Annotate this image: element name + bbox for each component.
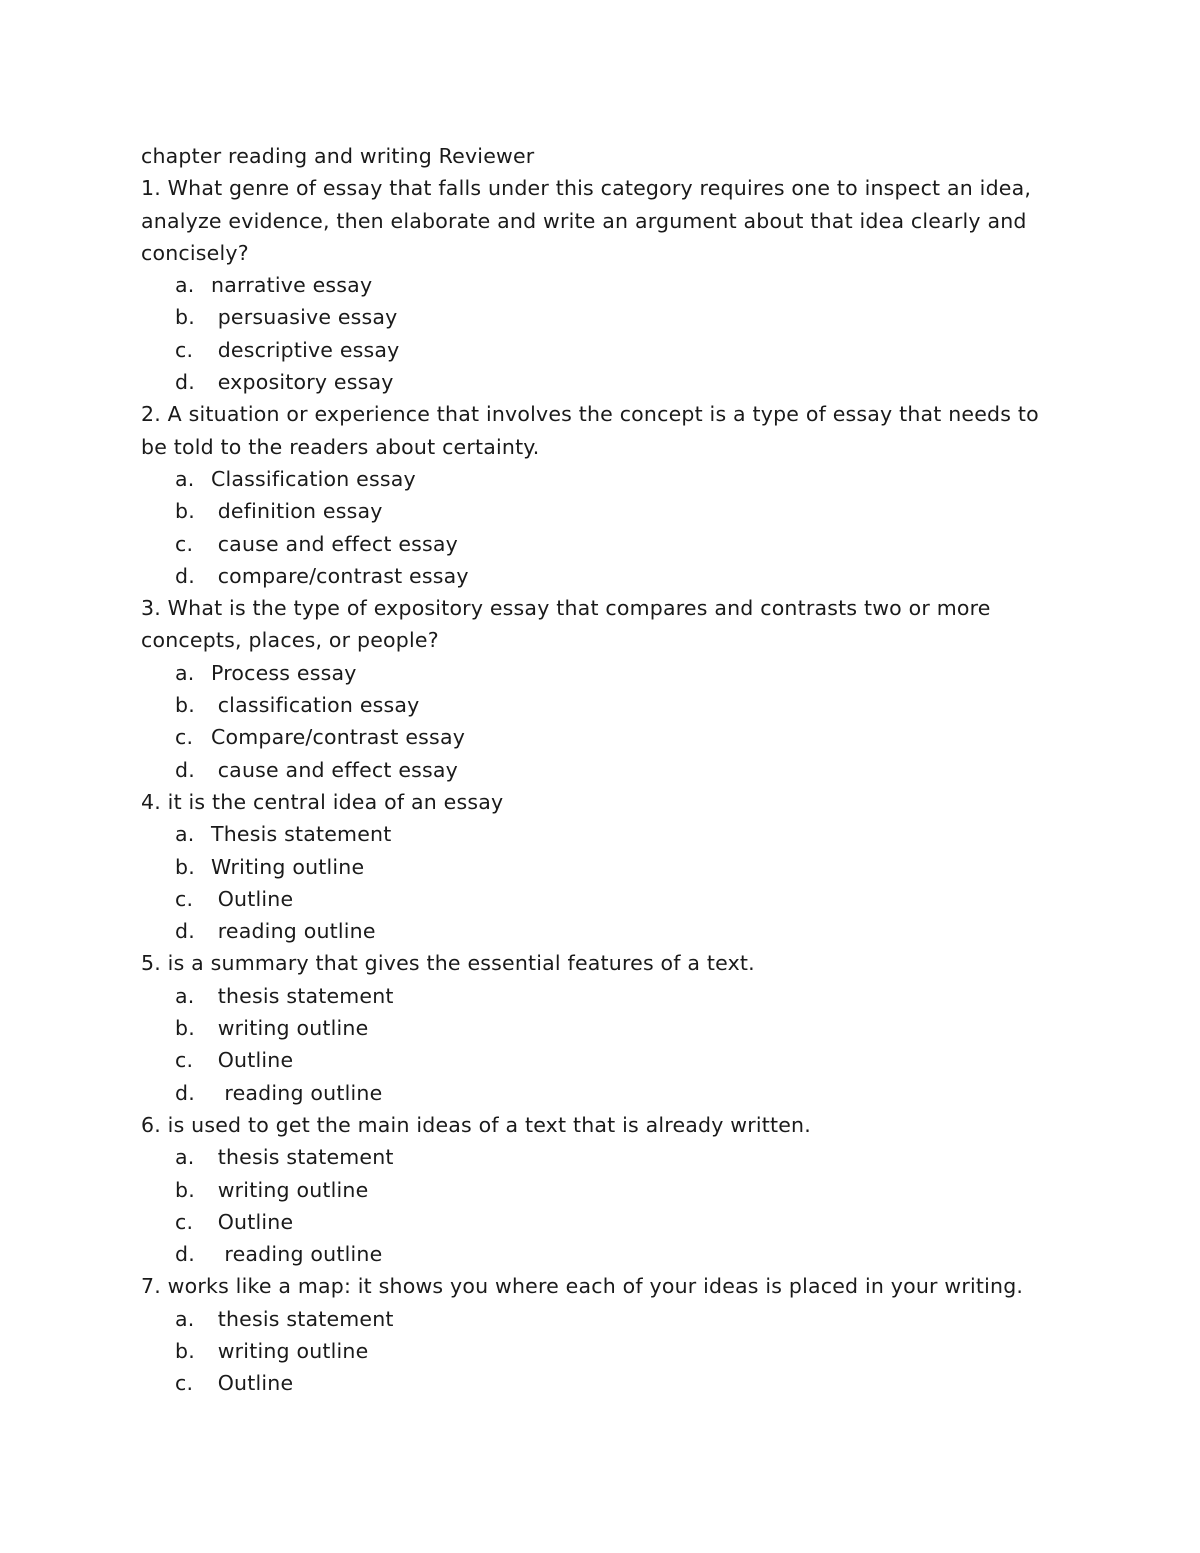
- answer-option: [141, 1077, 1071, 1109]
- option-text: Outline: [211, 1048, 294, 1073]
- answer-option: [141, 980, 1071, 1012]
- option-letter: d.: [175, 919, 195, 944]
- option-letter: a.: [175, 466, 195, 491]
- option-text: Classification essay: [211, 466, 416, 491]
- option-text: thesis statement: [211, 1145, 394, 1170]
- option-letter: c.: [175, 337, 194, 362]
- option-text: reading outline: [211, 1080, 383, 1105]
- answer-option: [141, 1044, 1071, 1076]
- option-text: cause and effect essay: [211, 531, 458, 556]
- question-2: [141, 398, 1071, 592]
- option-letter: b.: [175, 305, 195, 330]
- option-letter: a.: [175, 1145, 195, 1170]
- option-text: compare/contrast essay: [211, 563, 469, 588]
- option-text: cause and effect essay: [211, 757, 458, 782]
- option-text: Outline: [211, 1209, 294, 1234]
- answer-option: [141, 883, 1071, 915]
- answer-option: [141, 560, 1071, 592]
- option-text: reading outline: [211, 1242, 383, 1267]
- option-letter: d.: [175, 1080, 195, 1105]
- option-text: thesis statement: [211, 983, 394, 1008]
- answer-option: [141, 334, 1071, 366]
- answer-option: [141, 1303, 1071, 1335]
- option-letter: c.: [175, 1048, 194, 1073]
- question-text: 6. is used to get the main ideas of a text that is already written.: [141, 1112, 811, 1137]
- answer-option: [141, 754, 1071, 786]
- option-letter: b.: [175, 1177, 195, 1202]
- answer-option: [141, 1012, 1071, 1044]
- answer-option: [141, 721, 1071, 753]
- answer-option: [141, 1238, 1071, 1270]
- option-text: Process essay: [211, 660, 357, 685]
- option-letter: c.: [175, 1371, 194, 1396]
- option-list: [141, 818, 1071, 947]
- option-list: [141, 269, 1071, 398]
- option-list: [141, 657, 1071, 786]
- document-body: [141, 140, 1071, 1400]
- question-text: 1. What genre of essay that falls under this category requires one to inspect an idea, analyze evidence, then elaborate and write an argument about that idea clearly and concisely?: [141, 176, 1032, 265]
- question-3: [141, 592, 1071, 786]
- option-list: [141, 1303, 1071, 1400]
- question-5: [141, 947, 1071, 1108]
- answer-option: [141, 495, 1071, 527]
- answer-option: [141, 301, 1071, 333]
- option-letter: d.: [175, 1242, 195, 1267]
- option-text: narrative essay: [211, 273, 373, 298]
- answer-option: [141, 1367, 1071, 1399]
- question-text: 2. A situation or experience that involves the concept is a type of essay that needs to be told to the readers about certainty.: [141, 402, 1039, 459]
- answer-option: [141, 528, 1071, 560]
- question-4: [141, 786, 1071, 947]
- option-letter: a.: [175, 983, 195, 1008]
- option-letter: b.: [175, 1338, 195, 1363]
- question-list: [141, 172, 1071, 1399]
- option-letter: d.: [175, 757, 195, 782]
- option-text: writing outline: [211, 1016, 369, 1041]
- question-1: [141, 172, 1071, 398]
- option-letter: b.: [175, 1016, 195, 1041]
- option-letter: c.: [175, 531, 194, 556]
- answer-option: [141, 1335, 1071, 1367]
- option-list: [141, 980, 1071, 1109]
- option-letter: d.: [175, 370, 195, 395]
- option-list: [141, 463, 1071, 592]
- question-text: 7. works like a map: it shows you where each of your ideas is placed in your writing.: [141, 1274, 1024, 1299]
- option-text: Outline: [211, 1371, 294, 1396]
- option-text: writing outline: [211, 1177, 369, 1202]
- option-text: descriptive essay: [211, 337, 400, 362]
- option-text: writing outline: [211, 1338, 369, 1363]
- option-letter: a.: [175, 822, 195, 847]
- document-title: chapter reading and writing Reviewer: [141, 144, 535, 168]
- option-letter: a.: [175, 660, 195, 685]
- answer-option: [141, 689, 1071, 721]
- answer-option: [141, 1206, 1071, 1238]
- option-letter: b.: [175, 693, 195, 718]
- answer-option: [141, 1174, 1071, 1206]
- question-6: [141, 1109, 1071, 1270]
- answer-option: [141, 366, 1071, 398]
- option-list: [141, 1141, 1071, 1270]
- option-text: classification essay: [211, 693, 420, 718]
- answer-option: [141, 657, 1071, 689]
- option-text: thesis statement: [211, 1306, 394, 1331]
- option-letter: b.: [175, 854, 195, 879]
- answer-option: [141, 818, 1071, 850]
- answer-option: [141, 463, 1071, 495]
- answer-option: [141, 269, 1071, 301]
- question-7: [141, 1270, 1071, 1399]
- option-text: definition essay: [211, 499, 383, 524]
- answer-option: [141, 915, 1071, 947]
- option-letter: c.: [175, 886, 194, 911]
- question-text: 5. is a summary that gives the essential features of a text.: [141, 951, 755, 976]
- option-text: reading outline: [211, 919, 376, 944]
- option-text: Writing outline: [211, 854, 365, 879]
- question-text: 3. What is the type of expository essay that compares and contrasts two or more concepts, places, or people?: [141, 596, 991, 653]
- answer-option: [141, 851, 1071, 883]
- option-text: expository essay: [211, 370, 394, 395]
- question-text: 4. it is the central idea of an essay: [141, 789, 504, 814]
- option-letter: d.: [175, 563, 195, 588]
- option-letter: c.: [175, 1209, 194, 1234]
- option-letter: a.: [175, 273, 195, 298]
- answer-option: [141, 1141, 1071, 1173]
- option-letter: c.: [175, 725, 194, 750]
- option-letter: a.: [175, 1306, 195, 1331]
- option-text: Outline: [211, 886, 294, 911]
- option-text: Thesis statement: [211, 822, 392, 847]
- option-text: persuasive essay: [211, 305, 398, 330]
- option-text: Compare/contrast essay: [211, 725, 466, 750]
- option-letter: b.: [175, 499, 195, 524]
